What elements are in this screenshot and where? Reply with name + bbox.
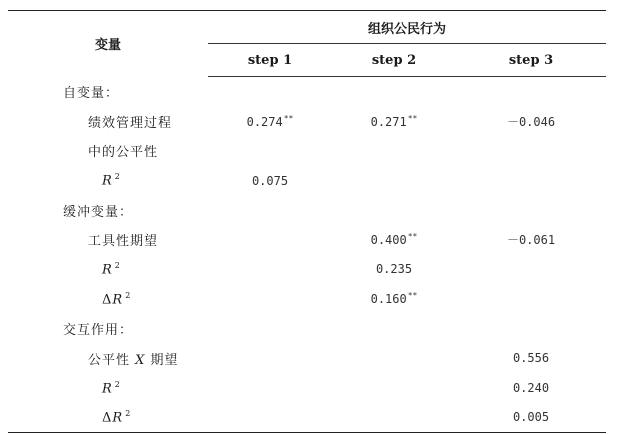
cell-step-1 [208,343,332,373]
cell-step-2 [332,343,456,373]
step-1-header: step 1 [208,44,332,77]
table-row [8,77,606,107]
row-label: R $^2$ [102,379,121,396]
cell-step-3 [456,136,606,166]
step-2-header: step 2 [332,44,456,77]
row-label: R $^2$ [102,172,121,189]
cell-step-1: 0.075 [251,173,289,188]
cell-step-3 [456,166,606,196]
cell-step-1 [208,284,332,314]
cell-step-1 [208,77,332,107]
cell-step-2 [332,77,456,107]
row-label: 工具性期望 [88,234,159,250]
regression-table [8,10,606,433]
row-label: 绩效管理过程 [88,115,173,131]
cell-step-2 [332,373,456,403]
cell-step-2 [332,136,456,166]
table-row [8,107,606,137]
cell-step-2 [332,403,456,433]
cell-step-3 [456,314,606,344]
table-row [8,343,606,373]
table-row [8,225,606,255]
cell-step-3 [456,195,606,225]
group-header: 组织公民行为 [208,11,606,44]
row-label: 缓冲变量： [63,204,134,220]
table-body [8,77,606,433]
cell-step-2: 0.400** [370,232,418,248]
cell-step-2 [332,195,456,225]
row-label: R $^2$ [102,261,121,278]
cell-step-3 [456,284,606,314]
cell-step-1: 0.274** [246,113,294,129]
table-row [8,373,606,403]
row-label: ΔR $^2$ [102,290,132,308]
cell-step-1 [208,373,332,403]
cell-step-3: －0.046 [506,114,556,129]
row-label: 中的公平性 [88,145,159,161]
cell-step-1 [208,136,332,166]
cell-step-1 [208,403,332,433]
cell-step-3: －0.061 [506,233,556,248]
cell-step-3: 0.556 [512,351,550,366]
table-row [8,255,606,285]
row-label: ΔR $^2$ [8,403,208,433]
cell-step-2: 0.235 [375,262,413,277]
table-row [8,136,606,166]
cell-step-3: 0.240 [512,380,550,395]
cell-step-1 [208,314,332,344]
table-row [8,166,606,196]
cell-step-2 [332,166,456,196]
cell-step-3: 0.005 [456,403,606,433]
table-row [8,314,606,344]
row-label: 自变量： [63,86,120,102]
table-row [8,403,606,433]
table-row [8,284,606,314]
table-row [8,195,606,225]
step-3-header: step 3 [456,44,606,77]
cell-step-1 [208,225,332,255]
row-label: 公平性 X 期望 [88,352,179,368]
cell-step-2: 0.160** [370,291,418,307]
variable-header: 变量 [8,11,208,77]
row-label: 交互作用： [63,323,134,339]
cell-step-1 [208,255,332,285]
cell-step-3 [456,255,606,285]
cell-step-2 [332,314,456,344]
cell-step-2: 0.271** [370,113,418,129]
cell-step-3 [456,77,606,107]
cell-step-1 [208,195,332,225]
